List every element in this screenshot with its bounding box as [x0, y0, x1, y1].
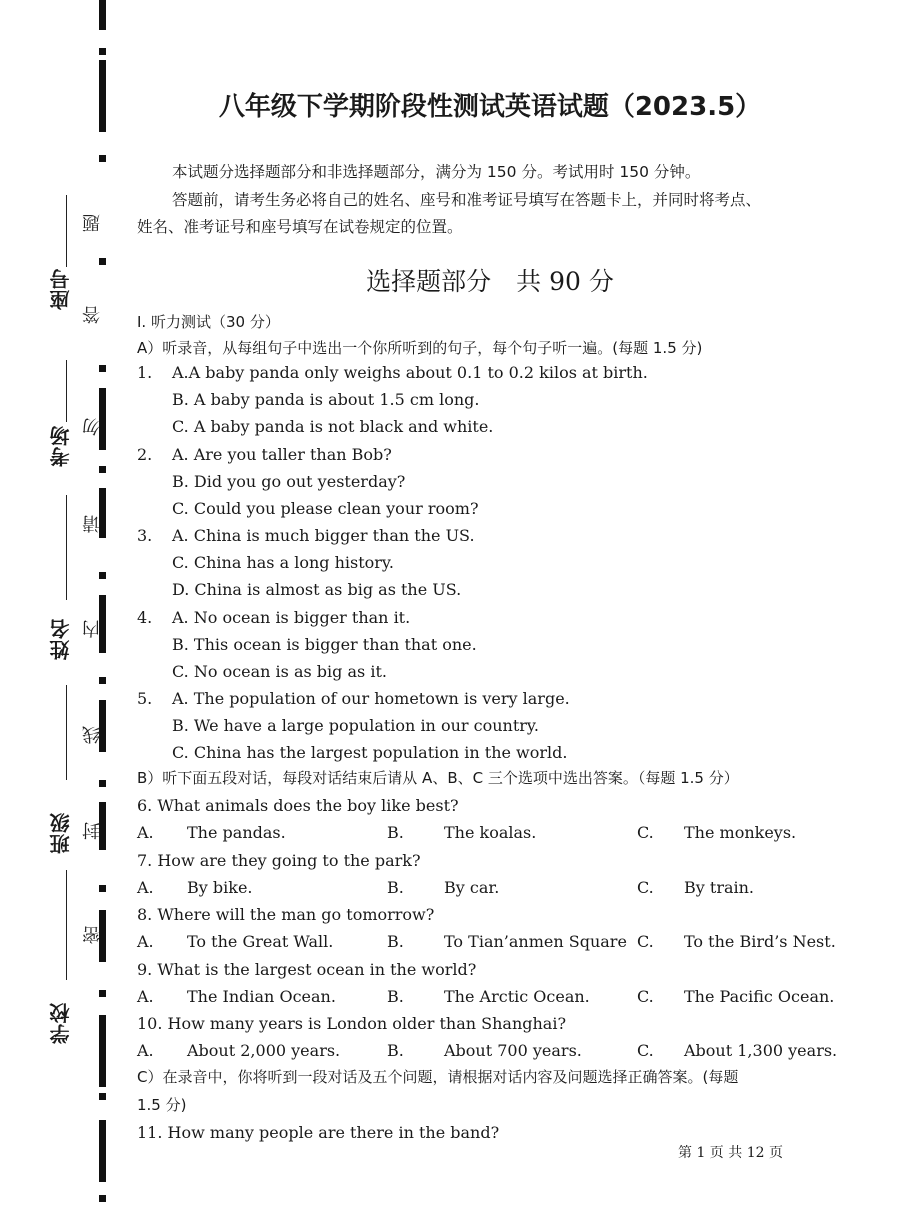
margin-label: 考场: [49, 425, 73, 467]
question-option: A. Are you taller than Bob?: [172, 444, 392, 464]
question-option: C. China has the largest population in the world.: [172, 743, 568, 762]
question-number: 3.: [137, 526, 153, 545]
margin-label: 班级: [49, 812, 73, 854]
question-stem: 7. How are they going to the park?: [137, 850, 421, 870]
margin-seal-char: 请: [82, 515, 103, 533]
intro-line-2: 答题前，请考生务必将自己的姓名、座号和准考证号填写在答题卡上，并同时将考点、: [172, 191, 762, 209]
choice-text: To the Great Wall.: [187, 932, 334, 951]
question-option: C. China has a long history.: [172, 553, 394, 572]
choice-text: The Pacific Ocean.: [684, 986, 835, 1006]
choice-text: By car.: [444, 877, 500, 897]
choice-letter: A.: [137, 932, 154, 951]
margin-seal-char: 答: [82, 306, 103, 324]
margin-seal-char: 勿: [82, 418, 103, 436]
intro-line-3: 姓名、准考证号和座号填写在试卷规定的位置。: [137, 218, 463, 236]
choice-text: The pandas.: [187, 823, 286, 842]
choice-letter: A.: [137, 986, 154, 1006]
part1-title: I. 听力测试（30 分）: [137, 313, 280, 331]
part-b-instructions: B）听下面五段对话，每段对话结束后请从 A、B、C 三个选项中选出答案。（每题 1.5 分）: [137, 769, 739, 787]
question-number: 1.: [137, 363, 153, 382]
margin-dot: [99, 677, 106, 684]
margin-dot: [99, 990, 106, 997]
margin-dot: [99, 365, 106, 372]
choice-text: The monkeys.: [684, 823, 797, 842]
question-option: C. A baby panda is not black and white.: [172, 417, 494, 436]
margin-fill-line: [66, 495, 67, 600]
choice-text: To Tian’anmen Square: [444, 932, 627, 951]
question-option: C. No ocean is as big as it.: [172, 661, 387, 681]
question-option: A. The population of our hometown is very large.: [172, 689, 570, 708]
margin-fill-line: [66, 195, 67, 267]
choice-text: The Arctic Ocean.: [444, 986, 590, 1006]
margin-label: 座号: [49, 268, 73, 310]
part-a-instructions: A）听录音，从每组句子中选出一个你所听到的句子，每个句子听一遍。(每题 1.5 分): [137, 339, 703, 357]
choice-letter: A.: [137, 1041, 154, 1060]
choice-text: The koalas.: [444, 823, 537, 842]
question-stem: 8. Where will the man go tomorrow?: [137, 905, 435, 924]
margin-seal-char: 线: [82, 726, 103, 744]
choice-text: About 2,000 years.: [187, 1041, 341, 1060]
margin-dot: [99, 48, 106, 55]
margin-fill-line: [66, 685, 67, 780]
choice-letter: B.: [387, 986, 404, 1006]
question-11: 11. How many people are there in the band?: [137, 1123, 500, 1142]
margin-dot: [99, 466, 106, 473]
margin-dash: [99, 0, 106, 30]
question-option: B. Did you go out yesterday?: [172, 471, 406, 491]
choice-text: By train.: [684, 877, 755, 897]
question-option: B. A baby panda is about 1.5 cm long.: [172, 390, 480, 409]
margin-dot: [99, 1093, 106, 1100]
choice-letter: B.: [387, 1041, 404, 1060]
choice-text: By bike.: [187, 877, 253, 897]
question-option: D. China is almost as big as the US.: [172, 580, 462, 599]
margin-fill-line: [66, 360, 67, 422]
choice-letter: B.: [387, 877, 404, 897]
choice-text: About 1,300 years.: [684, 1041, 838, 1060]
page-footer: 第 1 页 共 12 页: [678, 1145, 783, 1161]
question-option: C. Could you please clean your room?: [172, 498, 479, 518]
question-option: A.A baby panda only weighs about 0.1 to 0.2 kilos at birth.: [172, 363, 648, 382]
choice-letter: C.: [637, 932, 654, 951]
margin-dot: [99, 885, 106, 892]
question-stem: 10. How many years is London older than Shanghai?: [137, 1014, 567, 1033]
margin-dot: [99, 1195, 106, 1202]
margin-dot: [99, 780, 106, 787]
choice-letter: A.: [137, 877, 154, 897]
choice-text: To the Bird’s Nest.: [684, 932, 836, 951]
question-option: A. China is much bigger than the US.: [172, 526, 475, 545]
margin-seal-char: 内: [82, 620, 103, 638]
choice-letter: C.: [637, 823, 654, 842]
question-option: A. No ocean is bigger than it.: [172, 607, 411, 627]
choice-text: About 700 years.: [444, 1041, 582, 1060]
question-stem: 6. What animals does the boy like best?: [137, 796, 459, 815]
choice-letter: C.: [637, 986, 654, 1006]
part-c-instructions-line-2: 1.5 分): [137, 1096, 187, 1114]
choice-letter: A.: [137, 823, 154, 842]
question-number: 2.: [137, 444, 153, 464]
margin-dot: [99, 572, 106, 579]
question-option: B. This ocean is bigger than that one.: [172, 634, 477, 654]
margin-seal-char: 密: [82, 926, 103, 944]
margin-dot: [99, 155, 106, 162]
part-c-instructions-line-1: C）在录音中，你将听到一段对话及五个问题，请根据对话内容及问题选择正确答案。(每题: [137, 1068, 739, 1086]
margin-seal-char: 封: [82, 822, 103, 840]
choice-letter: C.: [637, 1041, 654, 1060]
margin-dash: [99, 1015, 106, 1087]
question-stem: 9. What is the largest ocean in the world?: [137, 959, 477, 979]
intro-line-1: 本试题分选择题部分和非选择题部分，满分为 150 分。考试用时 150 分钟。: [172, 163, 701, 181]
choice-letter: B.: [387, 823, 404, 842]
choice-letter: C.: [637, 877, 654, 897]
exam-title: 八年级下学期阶段性测试英语试题（2023.5）: [218, 92, 762, 122]
margin-seal-char: 题: [82, 214, 103, 232]
question-number: 5.: [137, 689, 153, 708]
section-title: 选择题部分 共 90 分: [366, 267, 614, 296]
question-option: B. We have a large population in our country.: [172, 716, 539, 735]
margin-label: 学校: [49, 1002, 73, 1044]
margin-dash: [99, 1120, 106, 1182]
margin-fill-line: [66, 870, 67, 980]
choice-letter: B.: [387, 932, 404, 951]
question-number: 4.: [137, 607, 153, 627]
choice-text: The Indian Ocean.: [187, 986, 336, 1006]
margin-label: 姓名: [49, 618, 73, 660]
